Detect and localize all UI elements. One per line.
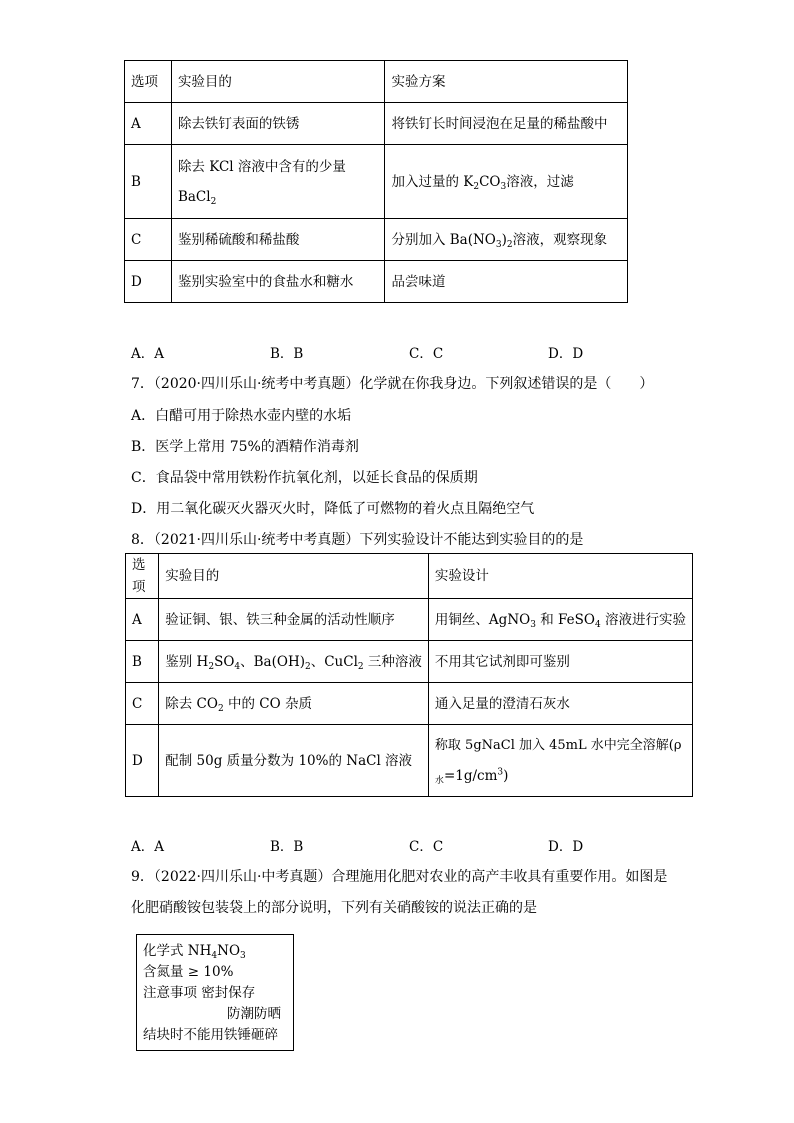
- header-goal: 实验目的: [159, 554, 429, 599]
- question-7-option-c[interactable]: C．食品袋中常用铁粉作抗氧化剂，以延长食品的保质期: [131, 470, 478, 486]
- experiment-table-2: [125, 553, 693, 797]
- row-plan: 品尝味道: [385, 261, 628, 303]
- row-option: D: [126, 725, 159, 797]
- table-header-row: [125, 61, 628, 103]
- formula-line: 化学式 $NH_4NO_3$: [143, 943, 246, 961]
- fertilizer-label: [136, 934, 294, 1051]
- row-option: C: [125, 219, 172, 261]
- option-a[interactable]: A．A: [131, 346, 164, 362]
- row-option: C: [126, 683, 159, 725]
- row-goal: 鉴别稀硫酸和稀盐酸: [171, 219, 385, 261]
- plan-line-1: 称取 5gNaCl 加入 45mL 水中完全溶解(ρ: [434, 737, 682, 753]
- option-a[interactable]: A．A: [131, 839, 164, 855]
- answer-options-q6: [131, 342, 687, 362]
- row-plan: 通入足量的澄清石灰水: [428, 683, 692, 725]
- row-goal: 鉴别 $H_2SO_4$、$Ba(OH)_2$、CuCl$_2$ 三种溶液: [159, 641, 429, 683]
- row-goal: 配制 50g 质量分数为 10%的 NaCl 溶液: [159, 725, 429, 797]
- row-goal: 除去 $CO_2$ 中的 CO 杂质: [159, 683, 429, 725]
- table-row: [126, 599, 693, 641]
- option-b[interactable]: B．B: [270, 346, 304, 362]
- header-plan: 实验设计: [428, 554, 692, 599]
- table-row: [126, 725, 693, 797]
- row-option: B: [125, 145, 172, 219]
- table-row: [125, 219, 628, 261]
- question-9-stem-line-1: 9．（2022·四川乐山·中考真题）合理施用化肥对农业的高产丰收具有重要作用。如图是: [131, 869, 668, 885]
- option-c[interactable]: C．C: [409, 839, 444, 855]
- header-option: 选项: [126, 554, 159, 599]
- row-plan: 将铁钉长时间浸泡在足量的稀盐酸中: [385, 103, 628, 145]
- notice-line-2: 防潮防晒: [227, 1006, 281, 1022]
- row-goal: 鉴别实验室中的食盐水和糖水: [171, 261, 385, 303]
- question-7-option-d[interactable]: D．用二氧化碳灭火器灭火时，降低了可燃物的着火点且隔绝空气: [131, 501, 535, 517]
- row-goal: 验证铜、银、铁三种金属的活动性顺序: [159, 599, 429, 641]
- answer-options-q8: [131, 835, 687, 855]
- table-header-row: [126, 554, 693, 599]
- table-row: [125, 103, 628, 145]
- row-plan: [428, 725, 692, 797]
- question-8-stem: 8．（2021·四川乐山·统考中考真题）下列实验设计不能达到实验目的的是: [131, 532, 584, 548]
- row-goal: [171, 145, 385, 219]
- row-plan: 用铜丝、AgNO$_3$ 和 FeSO$_4$ 溶液进行实验: [428, 599, 692, 641]
- nitrogen-content: 含氮量 ≥ 10%: [143, 964, 234, 980]
- header-option: 选项: [125, 61, 172, 103]
- goal-line-1: 除去 KCl 溶液中含有的少量: [177, 158, 346, 175]
- option-d[interactable]: D．D: [548, 839, 584, 855]
- option-b[interactable]: B．B: [270, 839, 304, 855]
- table-row: [126, 641, 693, 683]
- row-goal: 除去铁钉表面的铁锈: [171, 103, 385, 145]
- row-plan: 加入过量的 $K_2CO_3$溶液，过滤: [385, 145, 628, 219]
- header-plan: 实验方案: [385, 61, 628, 103]
- experiment-table-1: [124, 60, 628, 303]
- option-d[interactable]: D．D: [548, 346, 584, 362]
- question-7-stem: 7．（2020·四川乐山·统考中考真题）化学就在你我身边。下列叙述错误的是（ ）: [131, 376, 654, 392]
- table-row: [125, 261, 628, 303]
- option-c[interactable]: C．C: [409, 346, 444, 362]
- row-plan: 不用其它试剂即可鉴别: [428, 641, 692, 683]
- question-9-stem-line-2: 化肥硝酸铵包装袋上的部分说明，下列有关硝酸铵的说法正确的是: [131, 900, 537, 916]
- question-7-option-a[interactable]: A．白醋可用于除热水壶内壁的水垢: [131, 408, 352, 424]
- table-row: [125, 145, 628, 219]
- table-row: [126, 683, 693, 725]
- header-goal: 实验目的: [171, 61, 385, 103]
- plan-line-2: $_水=1g/cm^3$): [434, 767, 509, 786]
- notice-line: 注意事项 密封保存: [143, 985, 256, 1001]
- row-option: D: [125, 261, 172, 303]
- row-option: A: [126, 599, 159, 641]
- warning-line: 结块时不能用铁锤砸碎: [143, 1027, 278, 1043]
- row-option: A: [125, 103, 172, 145]
- question-7-option-b[interactable]: B．医学上常用 75%的酒精作消毒剂: [131, 439, 359, 455]
- row-option: B: [126, 641, 159, 683]
- goal-line-2: BaCl$_2$: [177, 188, 217, 207]
- row-plan: 分别加入 $Ba(NO_3)_2$溶液，观察现象: [385, 219, 628, 261]
